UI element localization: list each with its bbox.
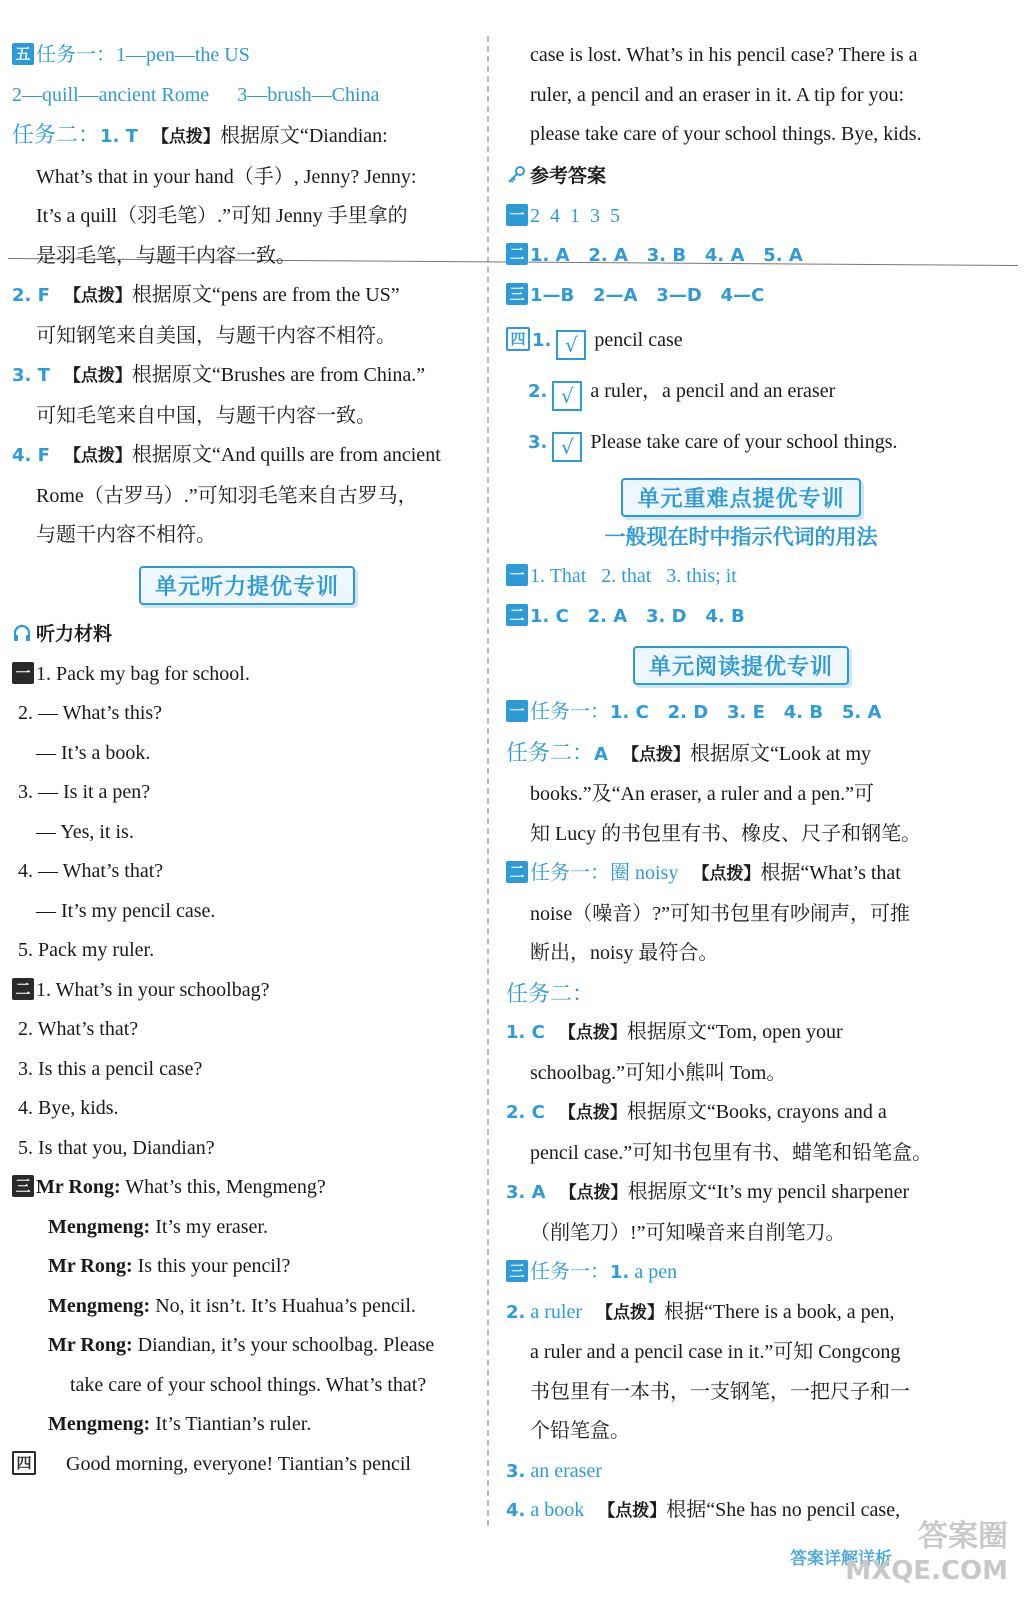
watermark: 答案圈 MXQE.COM xyxy=(845,1519,1008,1586)
section-badge: 一 xyxy=(12,662,34,684)
task2-item: 3. T 【点拨】根据原文“Brushes are from China.” xyxy=(12,364,426,386)
section-badge: 四 xyxy=(12,1451,36,1475)
section-badge: 二 xyxy=(12,978,34,1000)
explanation-line: 书包里有一本书，一支钢笔，一把尺子和一 xyxy=(530,1380,910,1403)
footer-label: 答案详解详析 xyxy=(790,1549,892,1569)
explanation-line: It’s a quill（羽毛笔）.”可知 Jenny 手里拿的 xyxy=(36,205,408,227)
dialogue-line: 三 Mr Rong: What’s this, Mengmeng? xyxy=(12,1168,482,1208)
section-badge: 二 xyxy=(506,861,528,883)
listening-heading: 听力材料 xyxy=(12,613,482,655)
explanation-line: a ruler and a pencil case in it.”可知 Congcong xyxy=(530,1341,901,1363)
answer-row: 三 1—B 2—A 3—D 4—C xyxy=(506,276,976,316)
listening-line: 5. Pack my ruler. xyxy=(18,939,155,961)
answer-row: 四 1. √ pencil case xyxy=(506,315,976,366)
explanation-line: Rome（古罗马）.”可知羽毛笔来自古罗马， xyxy=(36,484,418,507)
explanation-line: What’s that in your hand（手）, Jenny? Jenny: xyxy=(36,165,417,188)
answers-heading: 参考答案 xyxy=(506,155,976,197)
task-item: 三 任务一：1. a pen xyxy=(506,1253,976,1293)
task-item: 二 任务一：圈 noisy 【点拨】根据“What’s that xyxy=(506,854,976,895)
listening-line: 一 1. Pack my bag for school. xyxy=(12,655,482,695)
section-badge: 三 xyxy=(506,283,528,305)
listening-line: case is lost. What’s in his pencil case? There is a xyxy=(530,44,918,66)
explanation-line: 个铅笔盒。 xyxy=(530,1420,630,1442)
listening-line: please take care of your school things. Bye, kids. xyxy=(530,123,922,145)
banner-grammar: 单元重难点提优专训 xyxy=(621,478,860,517)
listening-line: 2. What’s that? xyxy=(18,1018,139,1040)
banner-reading: 单元阅读提优专训 xyxy=(633,646,849,685)
dialogue-line: Mengmeng: It’s my eraser. xyxy=(48,1215,268,1238)
check-icon: √ xyxy=(552,381,582,411)
explanation-line: pencil case.”可知书包里有书、蜡笔和铅笔盒。 xyxy=(530,1141,933,1164)
task2-item: 2. F 【点拨】根据原文“pens are from the US” xyxy=(12,284,400,306)
section-badge: 一 xyxy=(506,564,528,586)
task-item: 任务二：A 【点拨】根据原文“Look at my xyxy=(506,739,872,765)
dialogue-line: Mr Rong: Diandian, it’s your schoolbag. Please xyxy=(48,1334,435,1356)
listening-line: 2. — What’s this? xyxy=(18,702,163,724)
dialogue-line: Mengmeng: No, it isn’t. It’s Huahua’s pencil. xyxy=(48,1294,416,1317)
key-icon xyxy=(506,165,526,185)
section-badge: 二 xyxy=(506,243,528,265)
listening-line: 二 1. What’s in your schoolbag? xyxy=(12,971,482,1011)
task-item: 1. C 【点拨】根据原文“Tom, open your xyxy=(506,1021,843,1043)
task-item: 4. a book 【点拨】根据“She has no pencil case, xyxy=(506,1499,901,1521)
section-badge: 三 xyxy=(12,1175,34,1197)
answer-row: 二 1. A 2. A 3. B 4. A 5. A xyxy=(506,236,976,276)
section-badge: 二 xyxy=(506,604,528,626)
section-badge: 四 xyxy=(506,327,530,351)
listening-line: — It’s a book. xyxy=(36,741,151,764)
listening-line: 3. Is this a pencil case? xyxy=(18,1057,203,1080)
explanation-line: 可知毛笔来自中国，与题干内容一致。 xyxy=(36,404,376,427)
listening-line: 4. — What’s that? xyxy=(18,860,164,882)
task-item: 2. a ruler 【点拨】根据“There is a book, a pen, xyxy=(506,1300,895,1323)
listening-line: 4. Bye, kids. xyxy=(18,1097,119,1119)
listening-line: — It’s my pencil case. xyxy=(36,899,216,922)
answer-row: 一 任务一：1. C 2. D 3. E 4. B 5. A xyxy=(506,693,976,733)
dialogue-line: Mr Rong: Is this your pencil? xyxy=(48,1255,291,1277)
dialogue-line: Mengmeng: It’s Tiantian’s ruler. xyxy=(48,1413,312,1435)
grammar-subtitle: 一般现在时中指示代词的用法 xyxy=(604,525,878,549)
task-label: 任务二： xyxy=(506,980,595,1006)
listening-line: 3. — Is it a pen? xyxy=(18,781,151,803)
explanation-line: 可知钢笔来自美国，与题干内容不相符。 xyxy=(36,324,396,347)
section-badge: 一 xyxy=(506,204,528,226)
answer-row: 一 2 4 1 3 5 xyxy=(506,197,976,237)
section-badge: 五 xyxy=(12,43,34,65)
listening-line: 5. Is that you, Diandian? xyxy=(18,1136,215,1159)
headphones-icon xyxy=(12,623,32,643)
explanation-line: noise（噪音）?”可知书包里有吵闹声，可推 xyxy=(530,902,910,925)
explanation-line: 断出，noisy 最符合。 xyxy=(530,942,719,964)
banner-listening: 单元听力提优专训 xyxy=(139,566,355,605)
section-badge: 三 xyxy=(506,1260,528,1282)
right-column xyxy=(506,36,976,1532)
task-item: 3. an eraser xyxy=(506,1459,602,1482)
listening-line: — Yes, it is. xyxy=(36,820,134,843)
answer-row: 一 1. That 2. that 3. this; it xyxy=(506,557,976,597)
task2-item: 任务二：1. T 【点拨】根据原文“Diandian: xyxy=(12,122,388,147)
task2-item: 4. F 【点拨】根据原文“And quills are from ancient xyxy=(12,444,441,466)
explanation-line: 知 Lucy 的书包里有书、橡皮、尺子和钢笔。 xyxy=(530,822,922,845)
answer-row: 3. √ Please take care of your school things. xyxy=(506,417,976,468)
wu-task1-line1: 五 任务一：1—pen—the US xyxy=(12,36,482,76)
listening-line: 四 Good morning, everyone! Tiantian’s pencil xyxy=(12,1445,482,1485)
column-divider xyxy=(487,36,489,1526)
explanation-line: 与题干内容不相符。 xyxy=(36,524,216,546)
wu-task1-line2: 2—quill—ancient Rome 3—brush—China xyxy=(12,83,380,106)
explanation-line: books.”及“An eraser, a ruler and a pen.”可 xyxy=(530,783,875,805)
listening-line: ruler, a pencil and an eraser in it. A tip for you: xyxy=(530,83,905,106)
section-badge: 一 xyxy=(506,700,528,722)
answer-row: 二 1. C 2. A 3. D 4. B xyxy=(506,597,976,637)
explanation-line: 是羽毛笔，与题干内容一致。 xyxy=(36,244,296,267)
check-icon: √ xyxy=(552,432,582,462)
answer-row: 2. √ a ruler，a pencil and an eraser xyxy=(506,366,976,417)
task-item: 3. A 【点拨】根据原文“It’s my pencil sharpener xyxy=(506,1181,910,1203)
dialogue-line: take care of your school things. What’s that? xyxy=(70,1373,427,1396)
task-item: 2. C 【点拨】根据原文“Books, crayons and a xyxy=(506,1101,887,1123)
left-column xyxy=(12,36,482,1484)
check-icon: √ xyxy=(556,330,586,360)
explanation-line: （削笔刀）!”可知噪音来自削笔刀。 xyxy=(530,1221,846,1244)
explanation-line: schoolbag.”可知小熊叫 Tom。 xyxy=(530,1061,787,1084)
